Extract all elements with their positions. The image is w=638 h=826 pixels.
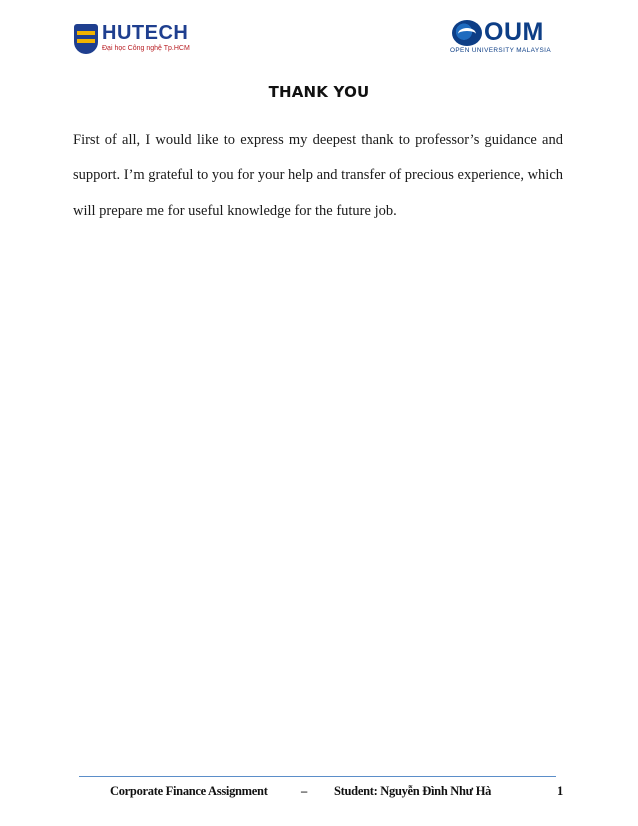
footer-divider bbox=[79, 776, 556, 777]
oum-logo bbox=[448, 18, 560, 58]
hutech-logo bbox=[74, 24, 194, 58]
footer-course-title: Corporate Finance Assignment bbox=[110, 784, 268, 798]
footer-student-name: Student: Nguyễn Đình Như Hà bbox=[334, 784, 492, 798]
thank-you-paragraph: First of all, I would like to express my deepest thank to professor’s guidance and support. I’m grateful to you for your help and transfer of precious experience, which will prepare me for useful knowledge for the future job. bbox=[73, 132, 564, 219]
oum-logo-text: OUM bbox=[484, 18, 544, 46]
hutech-shield-icon bbox=[74, 24, 98, 54]
page-number: 1 bbox=[557, 784, 563, 798]
page-footer bbox=[0, 784, 638, 804]
page-title: THANK YOU bbox=[268, 83, 370, 101]
page-header bbox=[0, 0, 638, 70]
hutech-logo-text: HUTECH bbox=[102, 22, 189, 44]
hutech-logo-tagline: Đại học Công nghệ Tp.HCM bbox=[102, 45, 190, 52]
oum-globe-icon bbox=[452, 20, 482, 46]
footer-separator: – bbox=[301, 784, 307, 798]
oum-logo-tagline: OPEN UNIVERSITY MALAYSIA bbox=[450, 47, 551, 54]
